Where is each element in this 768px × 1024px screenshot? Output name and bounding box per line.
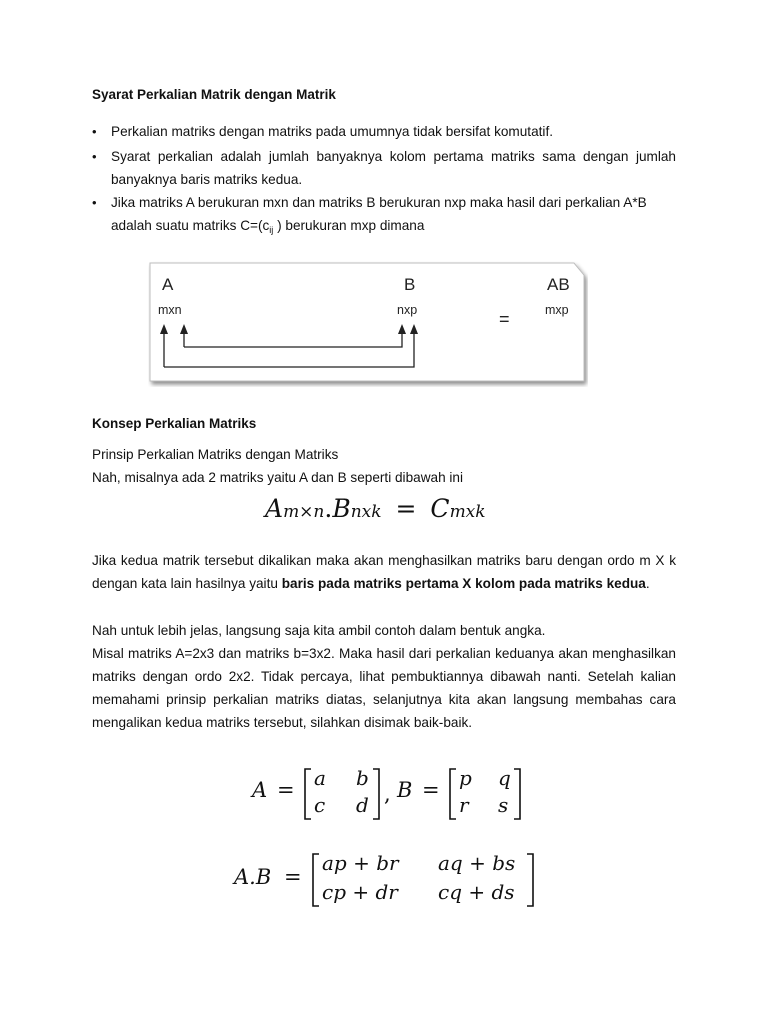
bullet-item: • Perkalian matriks dengan matriks pada umumnya tidak bersifat komutatif.: [92, 120, 676, 143]
formula-a-sub: m×n: [283, 502, 325, 522]
matrix-a-cell: b: [356, 766, 369, 790]
paragraph-example-intro: Nah untuk lebih jelas, langsung saja kita ambil contoh dalam bentuk angka.: [92, 623, 546, 638]
matrix-comma: ,: [384, 782, 391, 806]
matrix-b-eq: =: [422, 778, 440, 802]
formula-b: B: [332, 494, 351, 523]
product-cell: ap + br: [322, 851, 399, 875]
bullet-text-line2-end: ) berukuran mxp dimana: [277, 218, 425, 233]
matrix-a-cell: c: [314, 793, 326, 817]
matrix-a-b: [252, 764, 542, 824]
formula-a: A: [265, 494, 284, 523]
product-eq: =: [284, 865, 302, 889]
formula-b-sub: nxk: [350, 502, 382, 522]
matrix-a-cell: a: [314, 766, 326, 790]
bullet-list: [92, 120, 676, 242]
paragraph-example: Misal matriks A=2x3 dan matriks b=3x2. Maka hasil dari perkalian keduanya akan menghasilkan matriks dengan ordo 2x2. Tidak percaya, lihat pembuktiannya dibawah nanti. Setelah kalian memahami prinsip perkalian matriks diatas, selanjutnya kita akan langsung membahas cara mengalikan kedua matriks tersebut, silahkan disimak baik-baik.: [92, 646, 676, 730]
bullet-text-line2: adalah suatu matriks C=(c: [111, 218, 270, 233]
bullet-text: Jika matriks A berukuran mxn dan matriks B berukuran nxp maka hasil dari perkalian A*B: [111, 195, 647, 210]
equals-sign: =: [499, 309, 510, 329]
diagram-frame: [148, 261, 588, 387]
product-cell: aq + bs: [438, 851, 516, 875]
matrix-b-cell: p: [459, 766, 472, 790]
paragraph-result-end: .: [645, 576, 650, 591]
matrix-b-cell: q: [498, 766, 511, 790]
matrix-b-cell: s: [498, 793, 509, 817]
bullet-item: [92, 191, 676, 242]
size-mxp: mxp: [545, 303, 569, 317]
formula-dimension: [265, 494, 486, 523]
matrix-a-eq: =: [277, 778, 295, 802]
matrix-b-cell: r: [459, 793, 469, 817]
section-title-syarat: Syarat Perkalian Matrik dengan Matrik: [92, 87, 336, 102]
formula-dot: .: [324, 494, 333, 523]
label-b: B: [404, 275, 416, 294]
paragraph-result-bold: baris pada matriks pertama X kolom pada matriks kedua: [281, 576, 646, 591]
intro-line: Nah, misalnya ada 2 matriks yaitu A dan B seperti dibawah ini: [92, 470, 464, 485]
matrix-b-name: B: [397, 778, 413, 802]
formula-c: C: [430, 494, 450, 523]
label-a: A: [162, 275, 174, 294]
bullet-item: • Syarat perkalian adalah jumlah banyaknya kolom pertama matriks sama dengan jumlah banyaknya baris matriks kedua.: [92, 145, 676, 191]
section-title-konsep: Konsep Perkalian Matriks: [92, 416, 257, 431]
subscript-ij: ij: [269, 225, 274, 235]
product-name: A.B: [234, 865, 272, 889]
formula-eq: =: [395, 494, 417, 523]
principle-line: Prinsip Perkalian Matriks dengan Matriks: [92, 447, 339, 462]
formula-c-sub: mxk: [449, 502, 486, 522]
matrix-product: [234, 849, 544, 911]
matrix-a-cell: d: [356, 793, 369, 817]
size-mxn: mxn: [158, 303, 182, 317]
paragraph-result: [92, 549, 676, 595]
product-cell: cp + dr: [322, 880, 398, 904]
size-nxp: nxp: [397, 303, 418, 317]
paragraph-result-text: Jika kedua matrik tersebut dikalikan maka akan menghasilkan matriks baru dengan ordo m X k dengan kata lain hasilnya yaitu: [92, 553, 676, 591]
label-ab: AB: [547, 275, 570, 294]
matrix-size-diagram: [148, 261, 588, 387]
product-cell: cq + ds: [438, 880, 515, 904]
matrix-a-name: A: [252, 778, 268, 802]
